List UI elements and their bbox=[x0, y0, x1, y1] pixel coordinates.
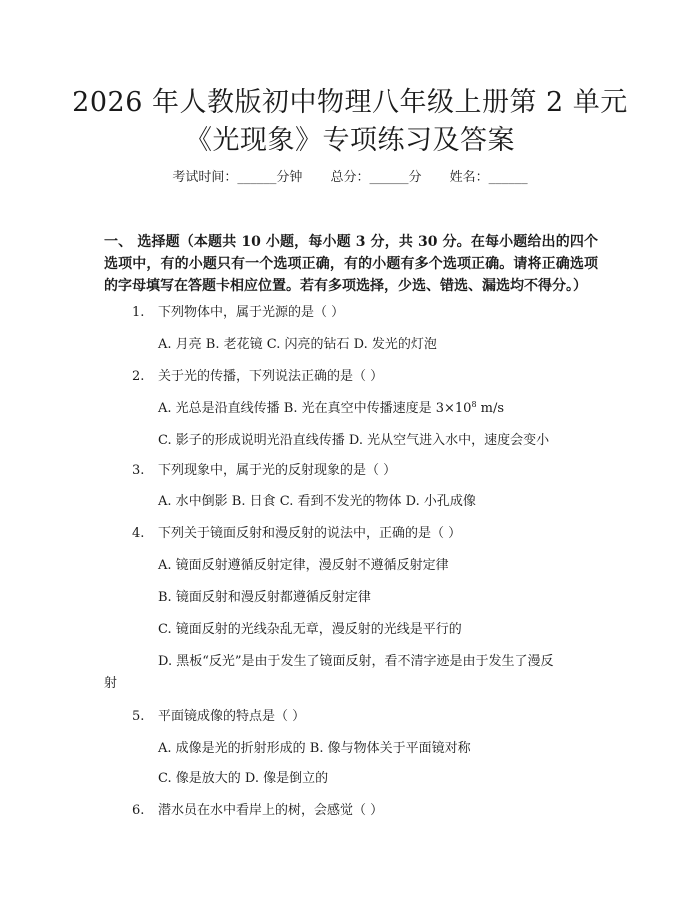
option-text: A. 光总是沿直线传播 B. 光在真空中传播速度是 3×10 bbox=[158, 401, 472, 416]
question-stem: 关于光的传播，下列说法正确的是（ ） bbox=[158, 369, 384, 384]
question-options-wrap: 射 bbox=[104, 676, 118, 691]
question-number: 4. bbox=[132, 526, 145, 541]
question-options: C. 像是放大的 D. 像是倒立的 bbox=[158, 771, 329, 786]
section-heading: 一、 选择题（本题共 10 小题，每小题 3 分，共 30 分。在每小题给出的四个选项中，有的小题只有一个选项正确，有的小题有多个选项正确。请将正确选项的字母填写在答题卡相应位置。若有多项选择，少选、错选、漏选均不得分。） bbox=[104, 234, 598, 294]
question-number: 6. bbox=[132, 803, 145, 818]
question-stem: 下列现象中，属于光的反射现象的是（ ） bbox=[158, 463, 397, 478]
question-options: C. 镜面反射的光线杂乱无章，漫反射的光线是平行的 bbox=[158, 622, 462, 637]
question-number: 5. bbox=[132, 709, 145, 724]
question-stem: 平面镜成像的特点是（ ） bbox=[158, 709, 306, 724]
exponent: 8 bbox=[471, 400, 477, 409]
exam-info bbox=[0, 168, 700, 188]
question-stem: 下列关于镜面反射和漫反射的说法中，正确的是（ ） bbox=[158, 526, 462, 541]
exam-time-field: 考试时间：______分钟 bbox=[172, 170, 303, 185]
question-options: A. 镜面反射遵循反射定律，漫反射不遵循反射定律 bbox=[158, 558, 449, 573]
question-number: 3. bbox=[132, 463, 145, 478]
question-options: B. 镜面反射和漫反射都遵循反射定律 bbox=[158, 590, 371, 605]
question-options bbox=[158, 399, 504, 419]
question-options: A. 成像是光的折射形成的 B. 像与物体关于平面镜对称 bbox=[158, 741, 471, 756]
question-options: A. 月亮 B. 老花镜 C. 闪亮的钻石 D. 发光的灯泡 bbox=[158, 337, 437, 352]
question-options: D. 黑板“反光”是由于发生了镜面反射，看不清字迹是由于发生了漫反 bbox=[158, 654, 554, 669]
question-number: 1. bbox=[132, 305, 145, 320]
document-title-line-1: 2026 年人教版初中物理八年级上册第 2 单元 bbox=[72, 87, 628, 118]
total-score-field: 总分：______分 bbox=[330, 170, 422, 185]
question-stem: 潜水员在水中看岸上的树，会感觉（ ） bbox=[158, 803, 384, 818]
question-stem: 下列物体中，属于光源的是（ ） bbox=[158, 305, 345, 320]
option-unit: m/s bbox=[476, 401, 505, 416]
question-number: 2. bbox=[132, 369, 145, 384]
question-options: C. 影子的形成说明光沿直线传播 D. 光从空气进入水中，速度会变小 bbox=[158, 433, 550, 448]
document-title-line-2: 《光现象》专项练习及答案 bbox=[185, 125, 515, 156]
student-name-field: 姓名：______ bbox=[449, 170, 528, 185]
question-options: A. 水中倒影 B. 日食 C. 看到不发光的物体 D. 小孔成像 bbox=[158, 494, 476, 509]
